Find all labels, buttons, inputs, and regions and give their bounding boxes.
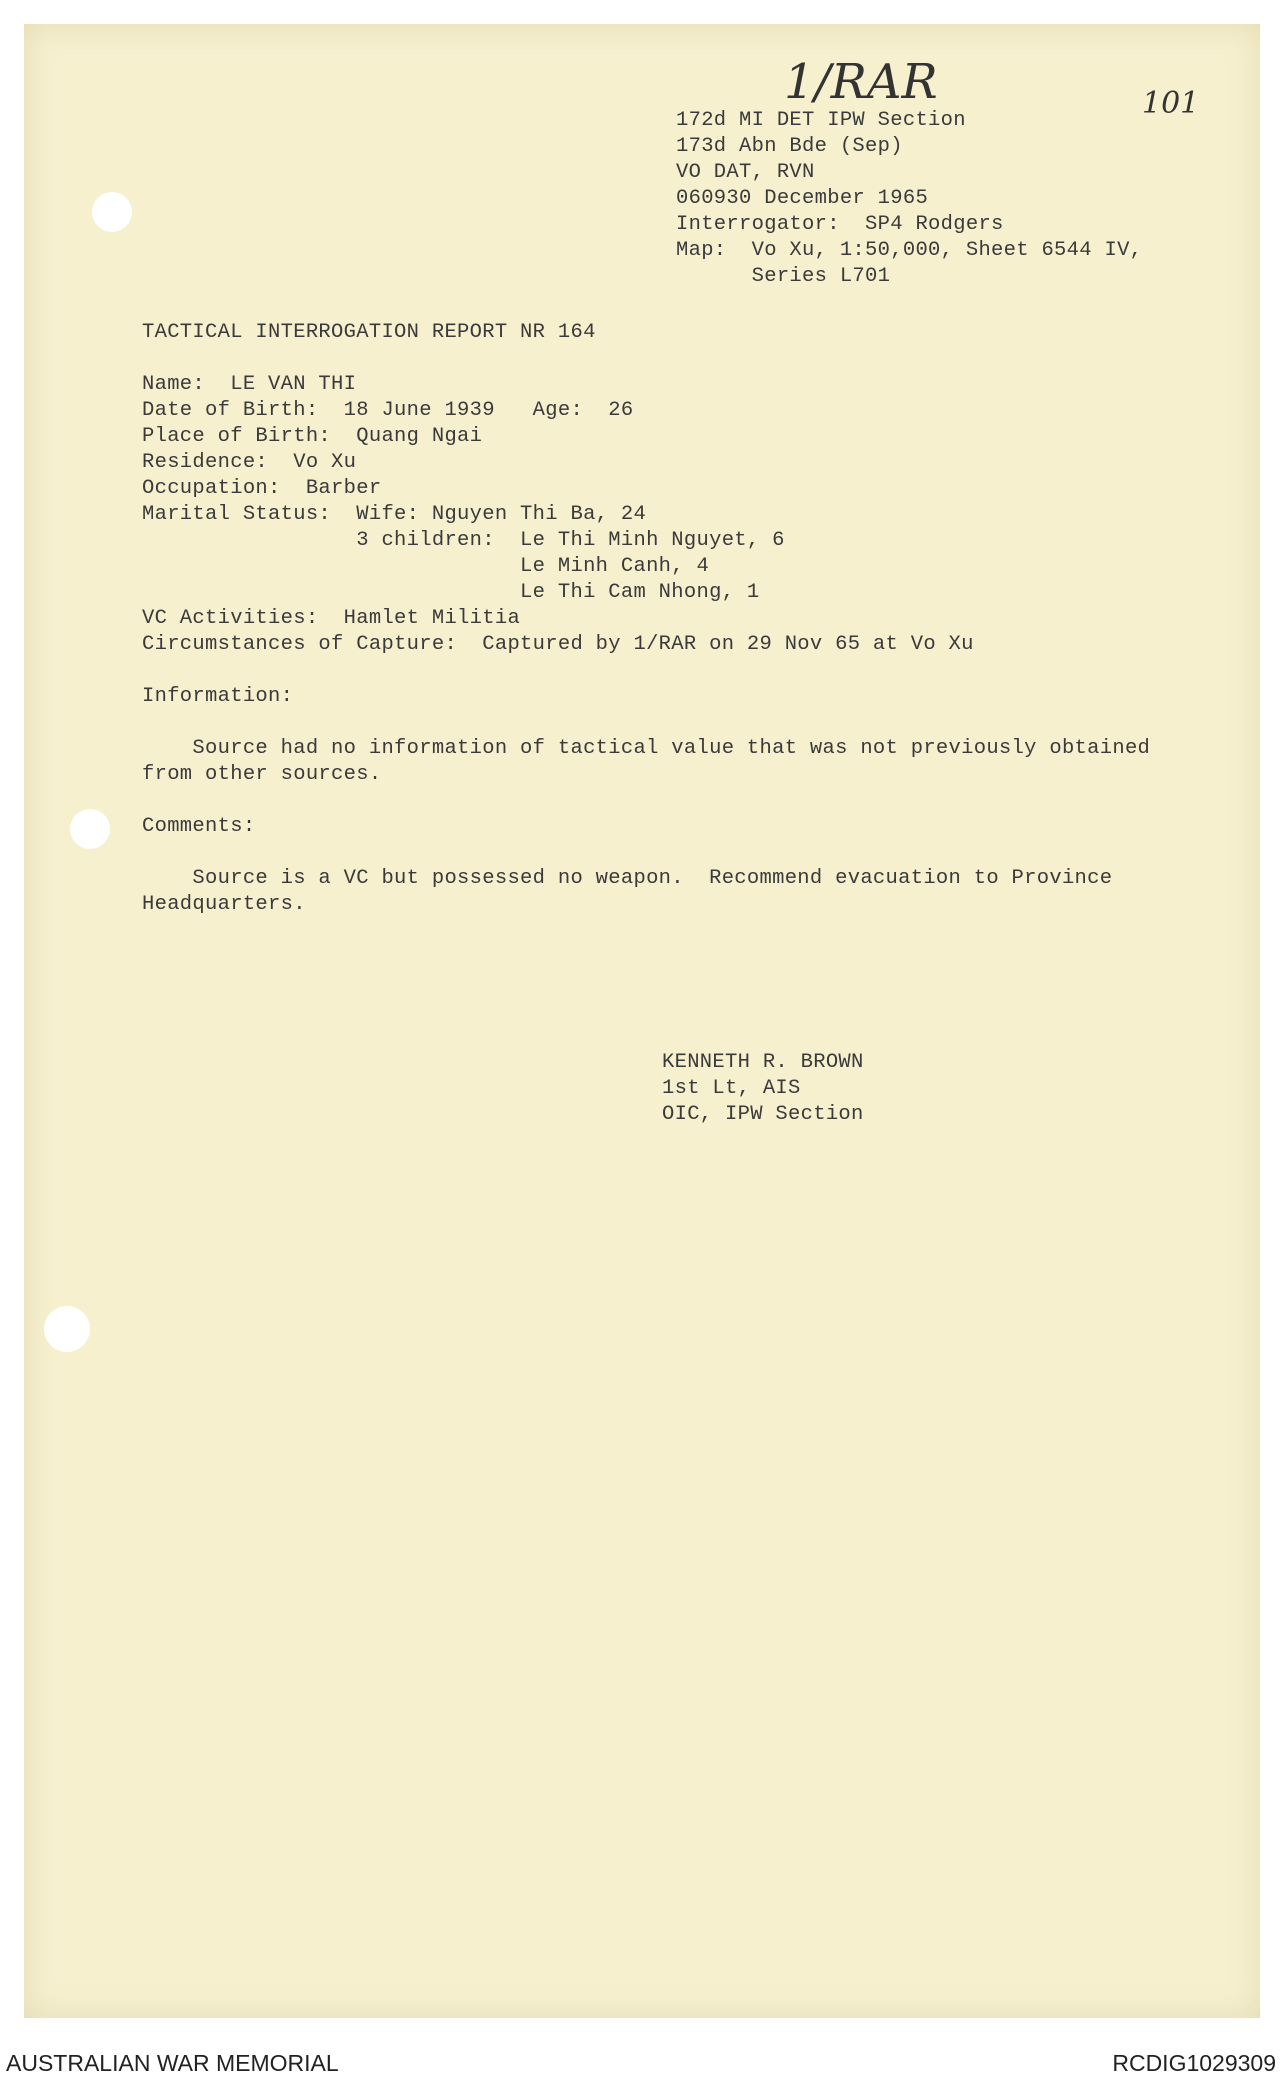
punch-hole [70,809,110,849]
comments-text: Source is a VC but possessed no weapon. Recommend evacuation to Province [142,867,1113,890]
header-line: Series L701 [676,265,891,288]
header-line: VO DAT, RVN [676,161,815,184]
document-page [24,24,1260,2018]
children-line: 3 children: Le Thi Minh Nguyet, 6 [142,529,785,552]
comments-heading: Comments: [142,815,256,838]
residence-field: Residence: Vo Xu [142,451,357,474]
report-title: TACTICAL INTERROGATION REPORT NR 164 [142,321,596,344]
information-text: Source had no information of tactical value that was not previously obtained [142,737,1151,760]
name-field: Name: LE VAN THI [142,373,357,396]
header-line: 173d Abn Bde (Sep) [676,135,903,158]
punch-hole [44,1306,90,1352]
children-line: Le Thi Cam Nhong, 1 [142,581,760,604]
occupation-field: Occupation: Barber [142,477,382,500]
comments-text: Headquarters. [142,893,306,916]
information-heading: Information: [142,685,294,708]
signature-line: KENNETH R. BROWN [662,1051,864,1074]
information-text: from other sources. [142,763,382,786]
header-line: Interrogator: SP4 Rodgers [676,213,1004,236]
header-line: 172d MI DET IPW Section [676,109,966,132]
footer-record-id: RCDIG1029309 [1112,2050,1276,2076]
children-line: Le Minh Canh, 4 [142,555,710,578]
pob-field: Place of Birth: Quang Ngai [142,425,483,448]
footer-archive-name: AUSTRALIAN WAR MEMORIAL [6,2050,339,2076]
capture-field: Circumstances of Capture: Captured by 1/RAR on 29 Nov 65 at Vo Xu [142,633,974,656]
header-line: 060930 December 1965 [676,187,929,210]
header-line: Map: Vo Xu, 1:50,000, Sheet 6544 IV, [676,239,1143,262]
handwritten-unit: 1/RAR [784,54,938,110]
vc-activities-field: VC Activities: Hamlet Militia [142,607,521,630]
handwritten-page-number: 101 [1142,86,1200,121]
punch-hole [92,192,132,232]
marital-field: Marital Status: Wife: Nguyen Thi Ba, 24 [142,503,647,526]
signature-line: 1st Lt, AIS [662,1077,801,1100]
signature-line: OIC, IPW Section [662,1103,864,1126]
dob-field: Date of Birth: 18 June 1939 Age: 26 [142,399,634,422]
